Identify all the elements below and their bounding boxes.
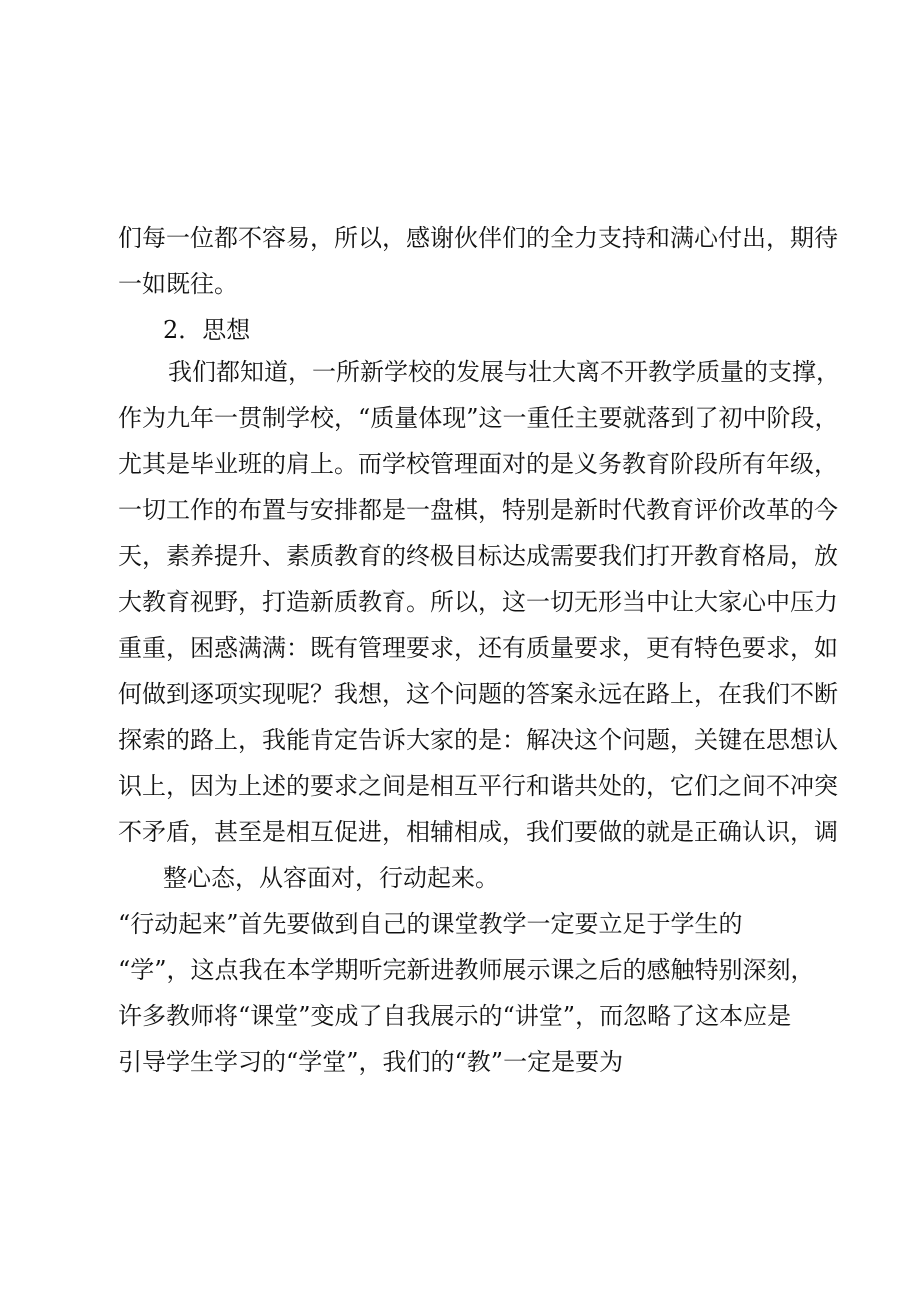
text-line: 不矛盾，甚至是相互促进，相辅相成，我们要做的就是正确认识，调 bbox=[118, 818, 838, 846]
text-line: “学”，这点我在本学期听完新进教师展示课之后的感触特别深刻， bbox=[118, 956, 815, 984]
text-line: 一切工作的布置与安排都是一盘棋，特别是新时代教育评价改革的今 bbox=[118, 496, 838, 524]
text-line: 识上，因为上述的要求之间是相互平行和谐共处的，它们之间不冲突 bbox=[118, 772, 838, 800]
text-line: 们每一位都不容易，所以，感谢伙伴们的全力支持和满心付出，期待 bbox=[118, 224, 838, 252]
text-line: “行动起来”首先要做到自己的课堂教学一定要立足于学生的 bbox=[118, 910, 743, 938]
text-line: 我们都知道，一所新学校的发展与壮大离不开教学质量的支撑， bbox=[168, 358, 840, 386]
text-line: 作为九年一贯制学校，“质量体现”这一重任主要就落到了初中阶段， bbox=[118, 404, 839, 432]
text-line: 大教育视野，打造新质教育。所以，这一切无形当中让大家心中压力 bbox=[118, 588, 838, 616]
text-line: 重重，困惑满满：既有管理要求，还有质量要求，更有特色要求，如 bbox=[118, 634, 838, 662]
text-line: 引导学生学习的“学堂”，我们的“教”一定是要为 bbox=[118, 1048, 624, 1076]
text-line: 尤其是毕业班的肩上。而学校管理面对的是义务教育阶段所有年级， bbox=[118, 450, 838, 478]
section-heading: 2．思想 bbox=[163, 316, 251, 344]
text-line: 何做到逐项实现呢？我想，这个问题的答案永远在路上，在我们不断 bbox=[118, 680, 838, 708]
text-line: 探索的路上，我能肯定告诉大家的是：解决这个问题，关键在思想认 bbox=[118, 726, 838, 754]
text-line: 天，素养提升、素质教育的终极目标达成需要我们打开教育格局，放 bbox=[118, 542, 838, 570]
text-line: 许多教师将“课堂”变成了自我展示的“讲堂”，而忽略了这本应是 bbox=[118, 1002, 792, 1030]
text-line: 整心态，从容面对，行动起来。 bbox=[163, 864, 499, 892]
text-line: 一如既往。 bbox=[118, 270, 238, 298]
